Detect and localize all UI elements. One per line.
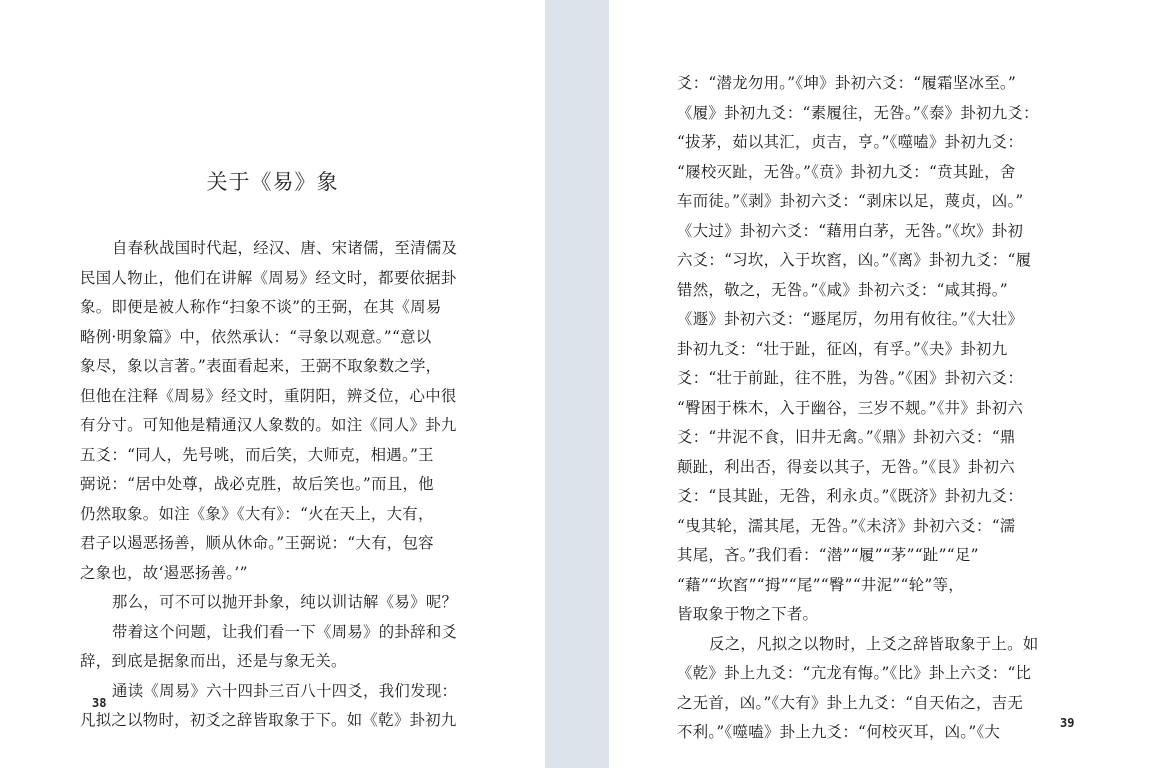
text-line: 但他在注释《周易》经文时，重阴阳，辨爻位，心中很: [80, 386, 457, 405]
text-line: 《遯》卦初六爻：“遯尾厉，勿用有攸往。”《大壮》: [677, 310, 1024, 328]
text-line: 君子以遏恶扬善，顺从休命。”王弼说：“大有，包容: [80, 534, 434, 552]
text-line: 颠趾，利出否，得妾以其子，无咎。”《艮》卦初六: [677, 457, 1015, 476]
text-line: 民国人物止，他们在讲解《周易》经文时，都要依据卦: [80, 268, 457, 287]
text-line: 象尽，象以言著。”表面看起来，王弼不取象数之学，: [80, 357, 442, 375]
text-line: 之无首，凶。”《大有》卦上九爻：“自天佑之，吉无: [677, 693, 1024, 712]
text-line: 略例·明象篇》中，依然承认：“寻象以观意。”“意以: [80, 327, 432, 346]
text-line: 《大过》卦初六爻：“藉用白茅，无咎。”《坎》卦初: [677, 221, 1024, 240]
text-line: 那么，可不可以抛开卦象，纯以训诂解《易》呢？: [112, 593, 458, 611]
text-line: “曳其轮，濡其尾，无咎。”《未济》卦初六爻：“濡: [677, 516, 1016, 535]
text-line: 爻：“潜龙勿用。”《坤》卦初六爻：“履霜坚冰至。”: [677, 74, 1017, 92]
text-line: 皆取象于物之下者。: [677, 605, 819, 623]
text-line: 弼说：“居中处尊，战必克胜，故后笑也。”而且，他: [80, 475, 434, 493]
text-line: 带着这个问题，让我们看一下《周易》的卦辞和爻: [112, 622, 458, 641]
text-line: 辞，到底是据象而出，还是与象无关。: [80, 652, 347, 670]
text-line: 有分寸。可知他是精通汉人象数的。如注《同人》卦九: [80, 416, 457, 434]
text-line: 《履》卦初九爻：“素履往，无咎。”《泰》卦初九爻：: [677, 103, 1039, 122]
text-line: “屦校灭趾，无咎。”《贲》卦初九爻：“贲其趾，舍: [677, 162, 1016, 181]
chapter-title: 关于《易》象: [206, 170, 339, 194]
text-line: 《乾》卦上九爻：“亢龙有悔。”《比》卦上六爻：“比: [677, 664, 1032, 682]
text-line: “臀困于株木，入于幽谷，三岁不觌。”《井》卦初六: [677, 398, 1024, 417]
text-line: 爻：“壮于前趾，往不胜，为咎。”《困》卦初六爻：: [677, 369, 1024, 387]
text-line: 象。即便是被人称作“扫象不谈”的王弼，在其《周易: [80, 298, 442, 316]
text-line: 五爻：“同人，先号咷，而后笑，大师克，相遇。”王: [80, 445, 434, 464]
text-line: 仍然取象。如注《象》《大有》：“火在天上，大有，: [80, 504, 434, 523]
right-page: [609, 0, 1154, 768]
left-body-text: [80, 234, 480, 736]
page-number: 39: [1060, 716, 1075, 730]
text-line: 凡拟之以物时，初爻之辞皆取象于下。如《乾》卦初九: [80, 711, 457, 729]
text-line: “拔茅，茹以其汇，贞吉，亨。”《噬嗑》卦初九爻：: [677, 133, 1024, 151]
text-line: 卦初九爻：“壮于趾，征凶，有孚。”《夬》卦初九: [677, 339, 1008, 358]
text-line: 爻：“艮其趾，无咎，利永贞。”《既济》卦初九爻：: [677, 487, 1024, 505]
text-line: 车而徒。”《剥》卦初六爻：“剥床以足，蔑贞，凶。”: [677, 192, 1024, 210]
right-body-text: [677, 69, 1097, 748]
text-line: 爻：“井泥不食，旧井无禽。”《鼎》卦初六爻：“鼎: [677, 428, 1016, 446]
text-line: “藉”“坎窞”“拇”“尾”“臀”“井泥”“轮”等，: [677, 575, 964, 594]
text-line: 反之，凡拟之以物时，上爻之辞皆取象于上。如: [709, 634, 1039, 653]
left-page: [0, 0, 545, 768]
text-line: 错然，敬之，无咎。”《咸》卦初六爻：“咸其拇。”: [677, 280, 1008, 299]
text-line: 通读《周易》六十四卦三百八十四爻，我们发现：: [112, 681, 458, 700]
text-line: 自春秋战国时代起，经汉、唐、宋诸儒，至清儒及: [112, 239, 458, 257]
text-line: 六爻：“习坎，入于坎窞，凶。”《离》卦初九爻：“履: [677, 251, 1032, 269]
text-line: 之象也，故‘遏恶扬善。’”: [80, 563, 248, 582]
page-number: 38: [92, 696, 107, 710]
text-line: 不利。”《噬嗑》卦上九爻：“何校灭耳，凶。”《大: [677, 723, 1001, 741]
text-line: 其尾，吝。”我们看：“潜”“履”“茅”“趾”“足”: [677, 546, 979, 564]
